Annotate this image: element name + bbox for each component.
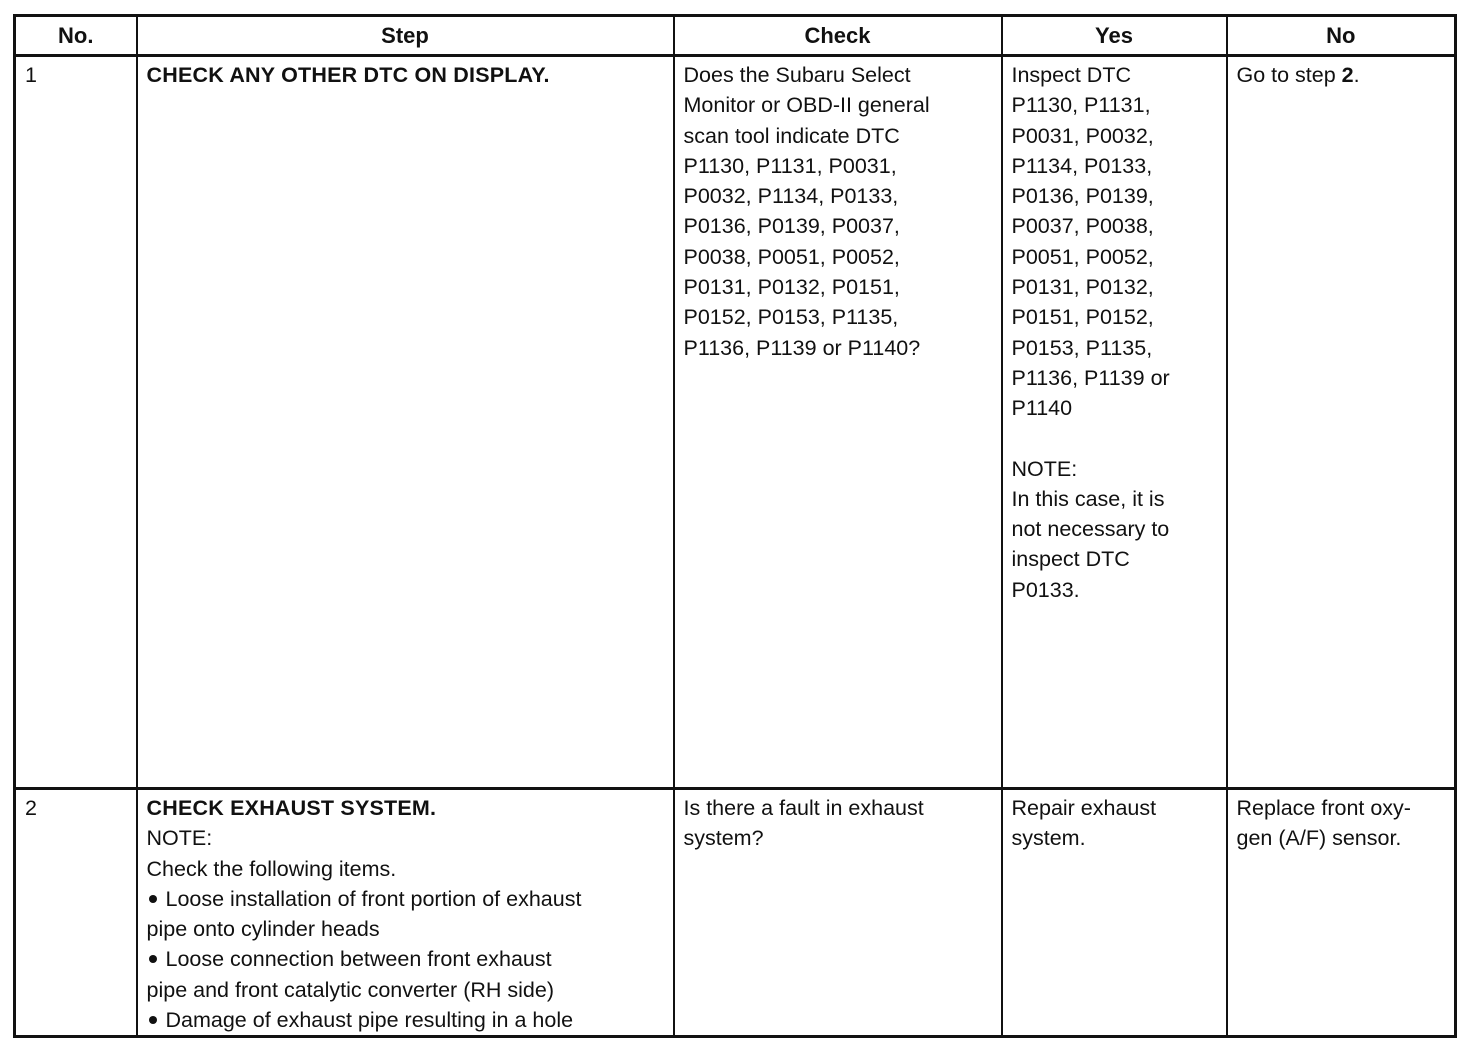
step-intro: Check the following items. bbox=[146, 856, 397, 881]
diagnostic-procedure-sheet bbox=[13, 14, 1457, 1038]
step-number: 1 bbox=[25, 63, 37, 87]
list-item-text: Loose connection between front exhaust pipe and front catalytic converter (RH side) bbox=[146, 947, 554, 1002]
check-question: Is there a fault in exhaust system? bbox=[683, 796, 924, 851]
step-cell bbox=[137, 56, 674, 789]
yes-note-label: NOTE: bbox=[1011, 456, 1078, 481]
no-cell bbox=[1227, 789, 1456, 1037]
step-number-cell bbox=[15, 56, 137, 789]
column-header-yes: Yes bbox=[1002, 16, 1227, 56]
no-action: Replace front oxy- gen (A/F) sensor. bbox=[1236, 796, 1411, 851]
table-row bbox=[15, 789, 1456, 1037]
no-action-prefix: Go to step bbox=[1236, 63, 1342, 87]
yes-action: Repair exhaust system. bbox=[1011, 796, 1157, 851]
step-number: 2 bbox=[25, 796, 37, 820]
list-item-text: Loose installation of front portion of exhaust pipe onto cylinder heads bbox=[146, 886, 582, 942]
column-header-step: Step bbox=[137, 16, 674, 56]
list-item bbox=[147, 884, 665, 945]
yes-note-text: In this case, it is not necessary to inspect DTC P0133. bbox=[1011, 486, 1170, 602]
step-number-cell bbox=[15, 789, 137, 1037]
no-cell bbox=[1227, 56, 1456, 789]
list-item-text: Damage of exhaust pipe resulting in a hole bbox=[165, 1008, 574, 1033]
check-cell bbox=[674, 56, 1002, 789]
spacer bbox=[1012, 424, 1218, 454]
step-title: CHECK ANY OTHER DTC ON DISPLAY. bbox=[146, 63, 550, 87]
check-question: Does the Subaru Select Monitor or OBD-II general scan tool indicate DTC P1130, P1131, P0031, P0032, P1134, P0133, P0136, P0139, P0037, P0038, P0051, P0052, P0131, P0132, P0151, P0152, P0153, P1135, P1136, P1139 or P1140? bbox=[683, 63, 930, 360]
column-header-check: Check bbox=[674, 16, 1002, 56]
yes-action: Inspect DTC P1130, P1131, P0031, P0032, P1134, P0133, P0136, P0139, P0037, P0038, P0051, P0052, P0131, P0132, P0151, P0152, P0153, P1135, P1136, P1139 or P1140 bbox=[1011, 63, 1170, 421]
list-item bbox=[147, 944, 665, 1005]
no-action-suffix: . bbox=[1353, 63, 1360, 87]
bullet-icon bbox=[149, 895, 157, 903]
list-item bbox=[147, 1005, 665, 1035]
check-cell bbox=[674, 789, 1002, 1037]
column-header-no: No. bbox=[15, 16, 137, 56]
step-title: CHECK EXHAUST SYSTEM. bbox=[146, 796, 437, 820]
diagnostic-table bbox=[13, 14, 1457, 1038]
no-action-step-link: 2 bbox=[1341, 63, 1354, 87]
bullet-icon bbox=[149, 1016, 157, 1024]
bullet-icon bbox=[149, 955, 157, 963]
header-row bbox=[15, 16, 1456, 56]
yes-cell bbox=[1002, 56, 1227, 789]
step-note-label: NOTE: bbox=[146, 826, 213, 851]
table-row bbox=[15, 56, 1456, 789]
step-cell bbox=[137, 789, 674, 1037]
column-header-no-result: No bbox=[1227, 16, 1456, 56]
yes-cell bbox=[1002, 789, 1227, 1037]
